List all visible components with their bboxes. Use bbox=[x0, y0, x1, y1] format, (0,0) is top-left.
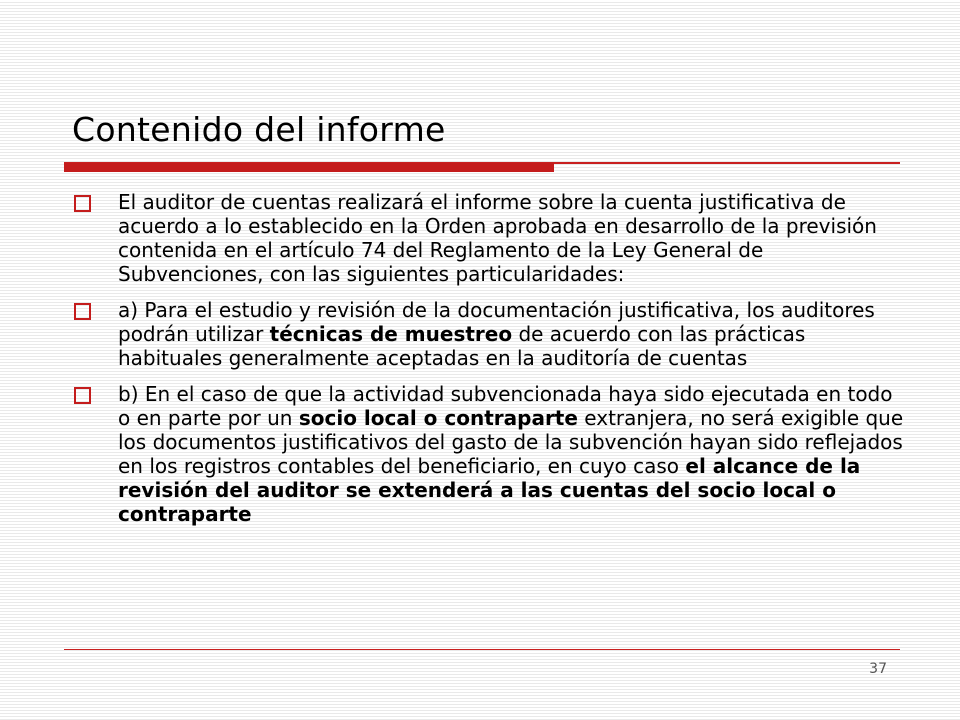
bullet-2-text-b: de acuerdo con las prácticas habituales generalmente aceptadas en la auditoría de cuentas bbox=[118, 322, 806, 370]
bullet-text bbox=[118, 298, 875, 370]
bullet-1-text: El auditor de cuentas realizará el informe sobre la cuenta justificativa de acuerdo a lo establecido en la Orden aprobada en desarrollo de la previsión contenida en el artículo 74 del Reglamento de la Ley General de Subvenciones, con las siguientes particularidades: bbox=[118, 190, 877, 286]
bullet-item-3 bbox=[72, 382, 908, 526]
slide-title: Contenido del informe bbox=[72, 110, 446, 149]
bullet-2-text-a: a) Para el estudio y revisión de la documentación justificativa, los auditores podrán utilizar bbox=[118, 298, 875, 346]
bullet-3-text-a: b) En el caso de que la actividad subvencionada haya sido ejecutada en todo o en parte por un bbox=[118, 382, 893, 430]
bullet-3-emphasis-a: socio local o contraparte bbox=[298, 406, 578, 430]
title-accent-bar bbox=[64, 163, 554, 172]
square-bullet-icon bbox=[74, 387, 91, 404]
bullet-item-1 bbox=[72, 190, 908, 286]
bullet-text bbox=[118, 190, 877, 286]
footer-divider bbox=[64, 649, 900, 650]
bullet-3-text-b: extranjera, no será exigible que los documentos justificativos del gasto de la subvención hayan sido reflejados en los registros contables del beneficiario, en cuyo caso bbox=[118, 406, 904, 478]
bullet-list bbox=[72, 190, 908, 538]
square-bullet-icon bbox=[74, 195, 91, 212]
bullet-2-emphasis: técnicas de muestreo bbox=[269, 322, 513, 346]
bullet-text bbox=[118, 382, 903, 526]
square-bullet-icon bbox=[74, 303, 91, 320]
bullet-3-emphasis-b: el alcance de la revisión del auditor se extenderá a las cuentas del socio local o contraparte bbox=[118, 454, 861, 526]
page-number: 37 bbox=[869, 661, 887, 677]
bullet-item-2 bbox=[72, 298, 908, 370]
